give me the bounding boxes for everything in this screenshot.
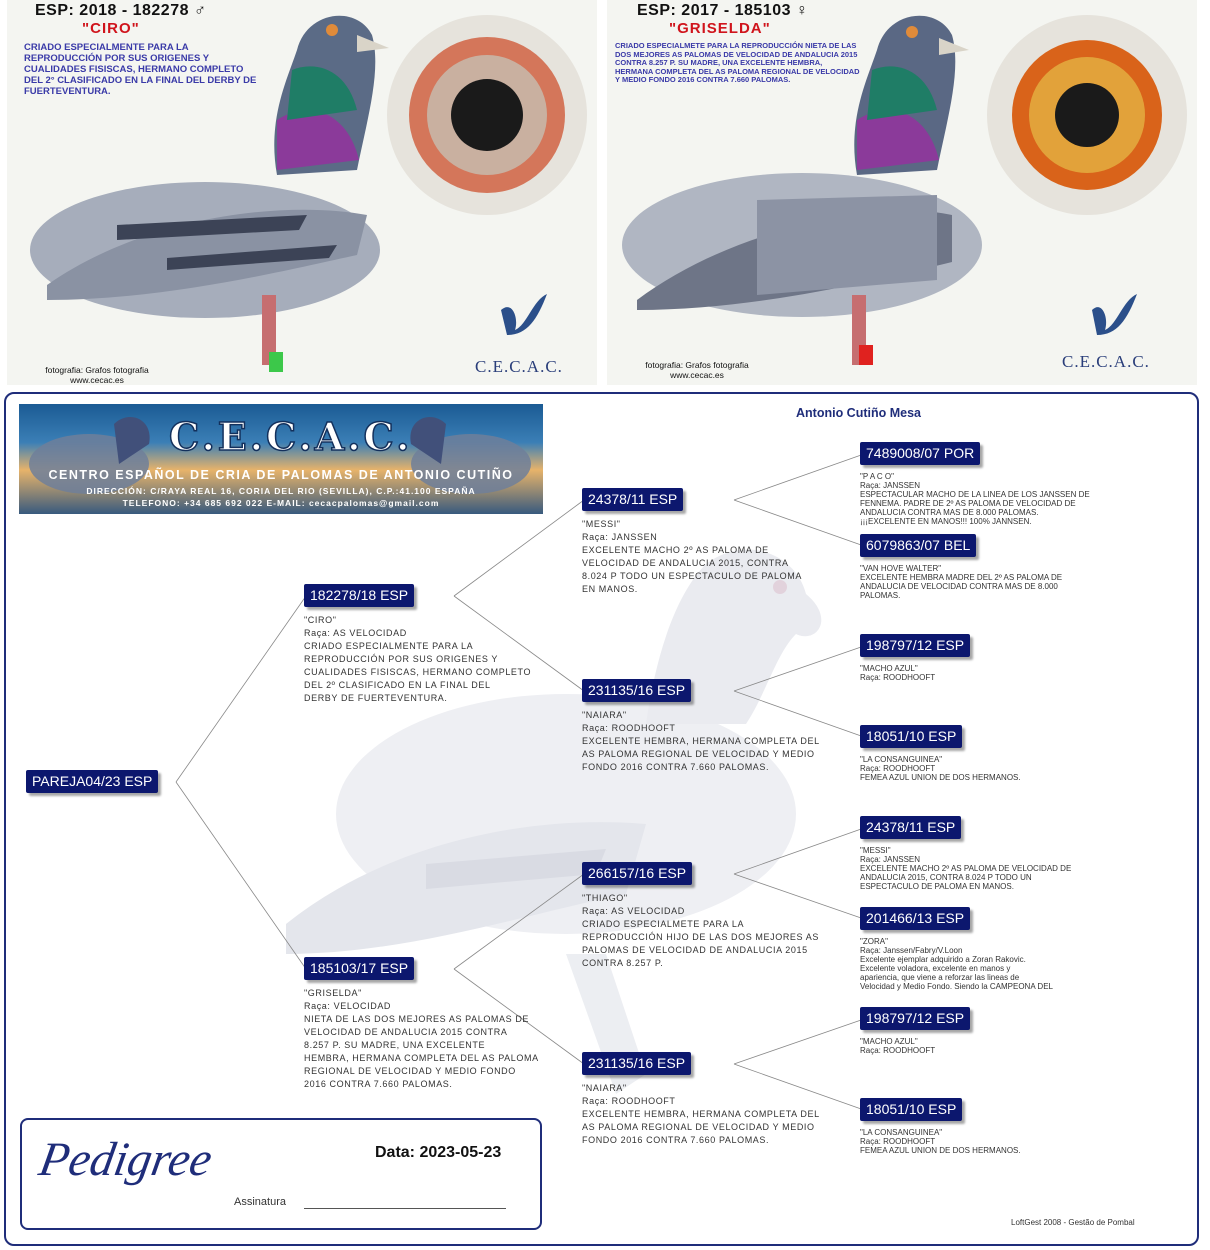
info-line: HEMBRA, HERMANA COMPLETA DEL AS PALOMA <box>304 1053 539 1063</box>
info-line: Raça: ROODHOOFT <box>860 1137 936 1146</box>
cecac-banner <box>19 404 543 514</box>
info-line: CRIADO ESPECIALMENTE PARA LA <box>304 641 474 651</box>
info-line: FEMEA AZUL UNION DE DOS HERMANOS. <box>860 773 1021 782</box>
grandparent-info <box>582 709 820 774</box>
dam-info <box>304 987 539 1091</box>
bird-card-griselda <box>607 0 1197 385</box>
info-line: PALOMAS. <box>860 591 901 600</box>
signature-line[interactable] <box>304 1208 506 1209</box>
great-grandparent-ring-box[interactable]: 201466/13 ESP <box>860 907 970 930</box>
pedigree-sheet <box>4 392 1199 1246</box>
info-line: ANDALUCIA 2015, CONTRA 8.024 P TODO UN <box>860 873 1032 882</box>
info-line: "MACHO AZUL" <box>860 664 918 673</box>
info-line: "MESSI" <box>582 519 621 529</box>
photo-credit <box>632 360 762 380</box>
info-line: Raça: AS VELOCIDAD <box>304 628 407 638</box>
banner-contact: TELEFONO: +34 685 692 022 E-MAIL: cecacpalomas@gmail.com <box>122 498 440 508</box>
photo-credit-text: fotografia: Grafos fotografia <box>645 360 749 370</box>
info-line: FEMEA AZUL UNION DE DOS HERMANOS. <box>860 1146 1021 1155</box>
info-line: Raça: JANSSEN <box>860 481 921 490</box>
info-line: "LA CONSANGUINEA" <box>860 755 943 764</box>
grandparent-info <box>582 518 802 596</box>
info-line: Velocidad y Medio Fondo. Siendo la CAMPEONA DEL <box>860 982 1053 991</box>
ring-number: ESP: 2017 - 185103 ♀ <box>637 2 809 19</box>
info-line: "THIAGO" <box>582 893 628 903</box>
info-line: VELOCIDAD DE ANDALUCIA 2015, CONTRA <box>582 558 789 568</box>
info-line: Raça: AS VELOCIDAD <box>582 906 685 916</box>
pedigree-date: Data: 2023-05-23 <box>375 1144 502 1161</box>
great-grandparent-ring-box[interactable]: 24378/11 ESP <box>860 816 961 839</box>
info-line: REPRODUCCIÓN HIJO DE LAS DOS MEJORES AS <box>582 932 819 942</box>
info-line: FONDO 2016 CONTRA 7.660 PALOMAS. <box>582 762 770 772</box>
info-line: Raça: JANSSEN <box>582 532 658 542</box>
info-line: EXCELENTE MACHO 2º AS PALOMA DE VELOCIDAD DE <box>860 864 1072 873</box>
website-link[interactable]: www.cecac.es <box>70 375 124 385</box>
grandparent-ring-box[interactable]: 231135/16 ESP <box>582 679 691 702</box>
info-line: EN MANOS. <box>582 584 638 594</box>
info-line: DEL 2º CLASIFICADO EN LA FINAL DEL <box>304 680 491 690</box>
info-line: EXCELENTE HEMBRA MADRE DEL 2º AS PALOMA DE <box>860 573 1063 582</box>
info-line: AS PALOMA REGIONAL DE VELOCIDAD Y MEDIO <box>582 1122 815 1132</box>
bird-description: CRIADO ESPECIALMENTE PARA LA REPRODUCCIÓN POR SUS ORIGENES Y CUALIDADES FISISCAS, HERMANO COMPLETO DEL 2° CLASIFICADO EN LA FINAL DEL DERBY DE FUERTEVENTURA. <box>24 42 257 97</box>
great-grandparent-ring-box[interactable]: 6079863/07 BEL <box>860 534 976 557</box>
info-line: Excelente ejemplar adquirido a Zoran Rakovic. <box>860 955 1026 964</box>
info-line: ¡¡¡EXCELENTE EN MANOS!!! 100% JANNSEN. <box>860 517 1032 526</box>
info-line: "NAIARA" <box>582 710 627 720</box>
info-line: EXCELENTE HEMBRA, HERMANA COMPLETA DEL <box>582 1109 820 1119</box>
info-line: Raça: ROODHOOFT <box>860 764 936 773</box>
great-grandparent-info <box>860 937 1053 991</box>
software-credit: LoftGest 2008 - Gestão de Pombal <box>1011 1218 1135 1227</box>
info-line: "P A C O" <box>860 472 894 481</box>
info-line: CUALIDADES FISISCAS, HERMANO COMPLETO <box>304 667 532 677</box>
banner-subtitle: CENTRO ESPAÑOL DE CRIA DE PALOMAS DE ANTONIO CUTIÑO <box>48 468 514 482</box>
sire-ring-box[interactable]: 182278/18 ESP <box>304 584 414 607</box>
ring-number: ESP: 2018 - 182278 ♂ <box>35 2 207 19</box>
great-grandparent-ring-box[interactable]: 18051/10 ESP <box>860 1098 962 1121</box>
info-line: REGIONAL DE VELOCIDAD Y MEDIO FONDO <box>304 1066 516 1076</box>
grandparent-ring-box[interactable]: 24378/11 ESP <box>582 488 683 511</box>
info-line: "ZORA" <box>860 937 888 946</box>
info-line: ANDALUCIA CONTRA MAS DE 8.000 PALOMAS. <box>860 508 1039 517</box>
dam-ring-box[interactable]: 185103/17 ESP <box>304 957 414 980</box>
great-grandparent-info <box>860 472 1090 526</box>
great-grandparent-info <box>860 1037 935 1055</box>
info-line: EXCELENTE MACHO 2º AS PALOMA DE <box>582 545 769 555</box>
info-line: Raça: VELOCIDAD <box>304 1001 392 1011</box>
info-line: ESPECTACULO DE PALOMA EN MANOS. <box>860 882 1014 891</box>
signature-label: Assinatura <box>234 1196 286 1208</box>
info-line: Raça: ROODHOOFT <box>860 1046 936 1055</box>
info-line: "LA CONSANGUINEA" <box>860 1128 943 1137</box>
info-line: DERBY DE FUERTEVENTURA. <box>304 693 448 703</box>
info-line: Excelente voladora, excelente en manos y <box>860 964 1011 973</box>
info-line: FENNEMA. PADRE DE 2º AS PALOMA DE VELOCIDAD DE <box>860 499 1076 508</box>
bird-name: "GRISELDA" <box>669 20 771 37</box>
info-line: FONDO 2016 CONTRA 7.660 PALOMAS. <box>582 1135 770 1145</box>
owner-name: Antonio Cutiño Mesa <box>796 406 921 420</box>
info-line: apariencia, que viene a reforzar las lineas de <box>860 973 1020 982</box>
bird-card-ciro <box>7 0 597 385</box>
great-grandparent-ring-box[interactable]: 198797/12 ESP <box>860 1007 970 1030</box>
info-line: "VAN HOVE WALTER" <box>860 564 942 573</box>
grandparent-ring-box[interactable]: 231135/16 ESP <box>582 1052 691 1075</box>
great-grandparent-ring-box[interactable]: 198797/12 ESP <box>860 634 970 657</box>
bird-name: "CIRO" <box>82 20 140 37</box>
brand-name: C.E.C.A.C. <box>475 357 563 376</box>
info-line: 8.024 P TODO UN ESPECTACULO DE PALOMA <box>582 571 802 581</box>
info-line: CONTRA 8.257 P. <box>582 958 664 968</box>
info-line: AS PALOMA REGIONAL DE VELOCIDAD Y MEDIO <box>582 749 815 759</box>
info-line: ESPECTACULAR MACHO DE LA LINEA DE LOS JANSSEN DE <box>860 490 1090 499</box>
brand-name: C.E.C.A.C. <box>1062 352 1150 371</box>
info-line: Raça: ROODHOOFT <box>582 723 676 733</box>
grandparent-ring-box[interactable]: 266157/16 ESP <box>582 862 692 885</box>
pedigree-footer-box <box>20 1118 542 1230</box>
subject-ring-box[interactable]: PAREJA04/23 ESP <box>26 770 158 793</box>
grandparent-info <box>582 892 819 970</box>
info-line: "CIRO" <box>304 615 337 625</box>
info-line: NIETA DE LAS DOS MEJORES AS PALOMAS DE <box>304 1014 530 1024</box>
info-line: "GRISELDA" <box>304 988 362 998</box>
banner-title: C.E.C.A.C. <box>169 414 413 459</box>
great-grandparent-ring-box[interactable]: 7489008/07 POR <box>860 442 980 465</box>
great-grandparent-info <box>860 755 1021 782</box>
info-line: VELOCIDAD DE ANDALUCIA 2015 CONTRA <box>304 1027 508 1037</box>
info-line: "NAIARA" <box>582 1083 627 1093</box>
info-line: PALOMAS DE VELOCIDAD DE ANDALUCIA 2015 <box>582 945 808 955</box>
bird-description: CRIADO ESPECIALMETE PARA LA REPRODUCCIÓN NIETA DE LAS DOS MEJORES AS PALOMAS DE VELOCIDAD DE ANDALUCIA 2015 CONTRA 8.257 P. SU MADRE, UNA EXCELENTE HEMBRA, HERMANA COMPLETA DEL AS PALOMA REGIONAL DE VELOCIDAD Y MEDIO FONDO 2016 CONTRA 7.660 PALOMAS. <box>615 41 860 84</box>
pedigree-logo: Pedigree <box>35 1133 217 1186</box>
great-grandparent-info <box>860 564 1062 600</box>
great-grandparent-info <box>860 846 1071 891</box>
info-line: Raça: Janssen/Fabry/V.Loon <box>860 946 963 955</box>
info-line: "MACHO AZUL" <box>860 1037 918 1046</box>
great-grandparent-ring-box[interactable]: 18051/10 ESP <box>860 725 962 748</box>
sire-info <box>304 614 531 705</box>
website-link[interactable]: www.cecac.es <box>670 370 724 380</box>
great-grandparent-info <box>860 664 935 682</box>
info-line: Raça: ROODHOOFT <box>860 673 936 682</box>
great-grandparent-info <box>860 1128 1021 1155</box>
photo-credit-text: fotografia: Grafos fotografia <box>45 365 149 375</box>
info-line: Raça: JANSSEN <box>860 855 921 864</box>
info-line: 8.257 P. SU MADRE, UNA EXCELENTE <box>304 1040 486 1050</box>
banner-address: DIRECCIÓN: C/RAYA REAL 16, CORIA DEL RIO (SEVILLA), C.P.:41.100 ESPAÑA <box>86 486 476 496</box>
photo-credit <box>32 365 162 385</box>
info-line: CRIADO ESPECIALMETE PARA LA <box>582 919 745 929</box>
info-line: "MESSI" <box>860 846 891 855</box>
info-line: EXCELENTE HEMBRA, HERMANA COMPLETA DEL <box>582 736 820 746</box>
info-line: Raça: ROODHOOFT <box>582 1096 676 1106</box>
grandparent-info <box>582 1082 820 1147</box>
info-line: REPRODUCCIÓN POR SUS ORIGENES Y <box>304 654 498 664</box>
info-line: 2016 CONTRA 7.660 PALOMAS. <box>304 1079 453 1089</box>
info-line: ANDALUCIA DE VELOCIDAD CONTRA MAS DE 8.000 <box>860 582 1058 591</box>
